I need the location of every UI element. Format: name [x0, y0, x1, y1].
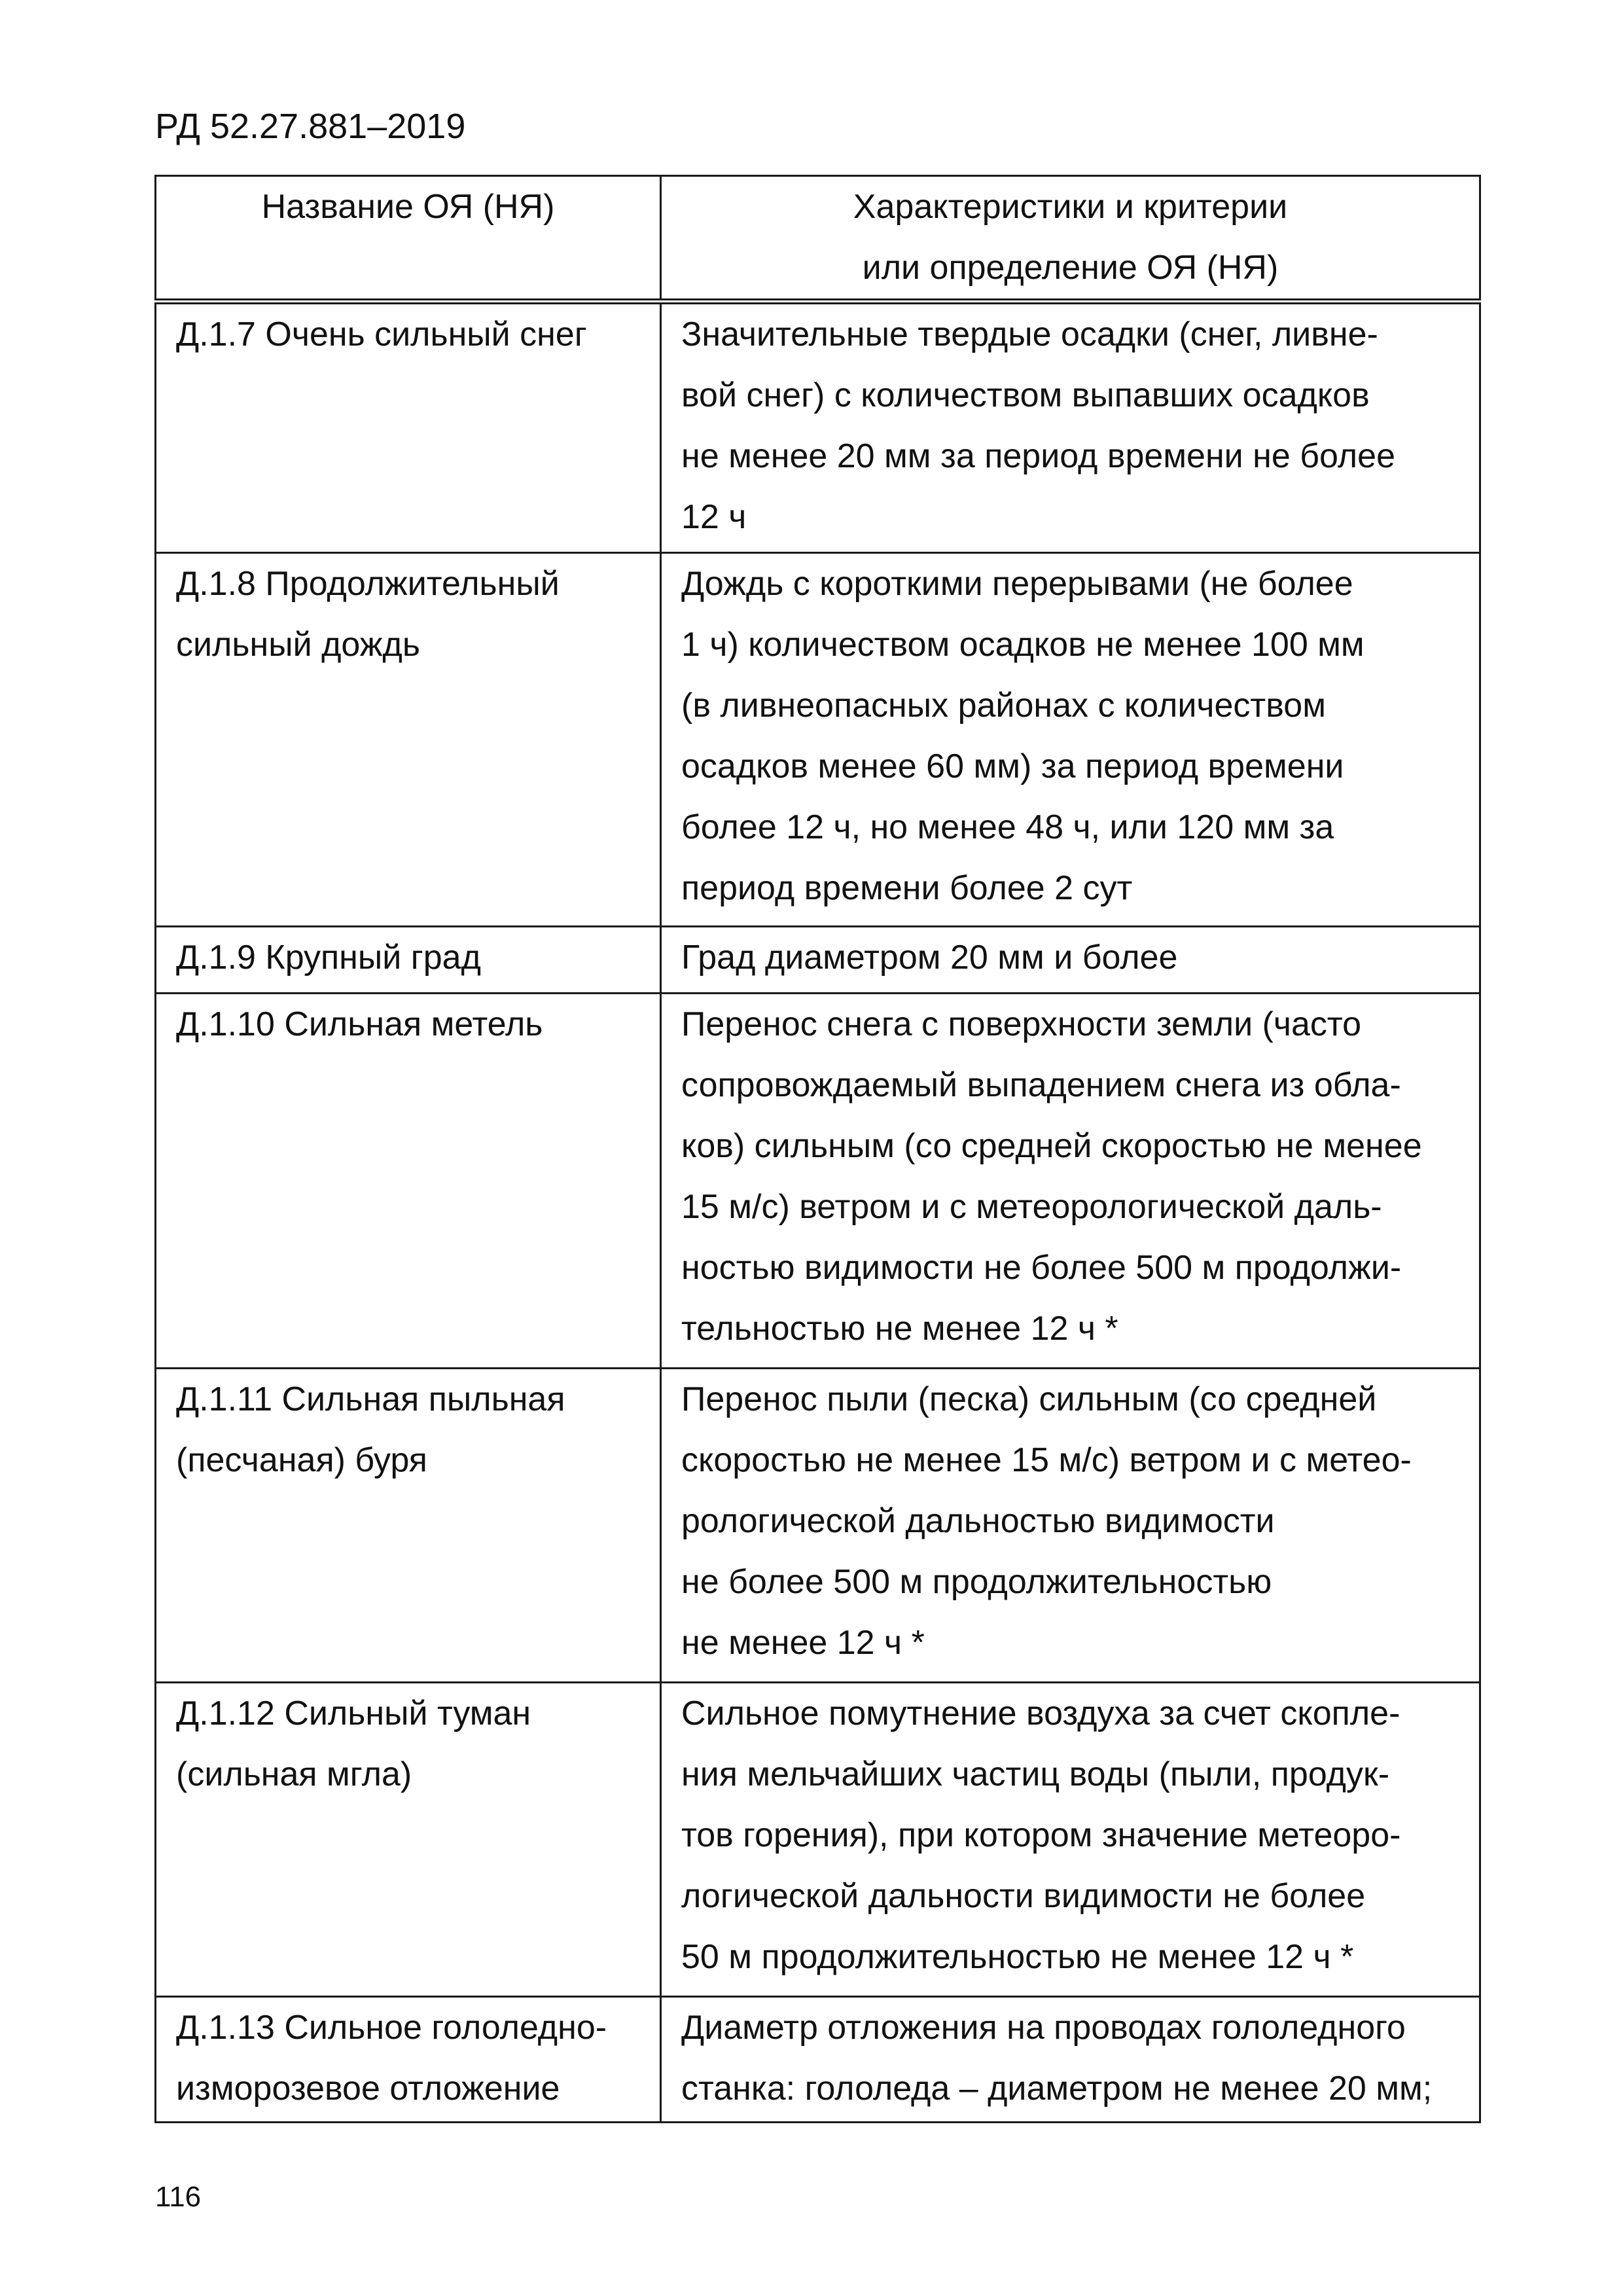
row-description-cell	[661, 927, 1480, 994]
row-name: Д.1.10 Сильная метель	[176, 1005, 543, 1043]
row-description: Диаметр отложения на проводах гололедного станка: гололеда – диаметром не менее 20 мм;	[681, 2009, 1433, 2108]
table-row	[156, 994, 1480, 1369]
row-description-cell	[661, 553, 1480, 927]
row-description-cell	[661, 1369, 1480, 1683]
row-description-cell	[661, 1683, 1480, 1997]
row-description: Дождь с короткими перерывами (не более 1 ч) количеством осадков не менее 100 мм (в ливнеопасных районах с количеством осадков менее 60 мм) за период времени более 12 ч, но менее 48 ч, или 120 мм за период времени более 2 сут	[681, 565, 1364, 907]
table-row	[156, 302, 1480, 553]
table-row	[156, 927, 1480, 994]
row-description: Перенос снега с поверхности земли (часто сопровождаемый выпадением снега из обла- ков) сильным (со средней скоростью не менее 15 м/с) ветром и с метеорологической даль- ностью видимости не более 500 м продолжи- тельностью не менее 12 ч *	[681, 1005, 1422, 1348]
phenomena-table-container	[154, 175, 1479, 2123]
row-description: Перенос пыли (песка) сильным (со средней скоростью не менее 15 м/с) ветром и с метео- рологической дальностью видимости не более 500 м продолжительностью не менее 12 ч *	[681, 1380, 1412, 1662]
header-description	[661, 176, 1480, 302]
row-name: Д.1.9 Крупный град	[176, 939, 481, 977]
row-name: Д.1.12 Сильный туман (сильная мгла)	[176, 1695, 531, 1793]
header-name-text: Название ОЯ (НЯ)	[261, 188, 555, 226]
table-row	[156, 1369, 1480, 1683]
page-number: 116	[155, 2181, 202, 2213]
row-description: Значительные твердые осадки (снег, ливне- вой снег) с количеством выпавших осадков не менее 20 мм за период времени не более 12 ч	[681, 315, 1395, 536]
header-name	[156, 176, 661, 302]
table-row	[156, 1683, 1480, 1997]
row-name-cell	[156, 927, 661, 994]
row-name-cell	[156, 1683, 661, 1997]
document-code: РД 52.27.881–2019	[155, 107, 466, 146]
table-row	[156, 1997, 1480, 2123]
header-description-text: Характеристики и критерии или определение ОЯ (НЯ)	[853, 188, 1288, 287]
table-row	[156, 553, 1480, 927]
row-description-cell	[661, 302, 1480, 553]
row-name-cell	[156, 553, 661, 927]
row-description: Град диаметром 20 мм и более	[681, 939, 1178, 977]
row-name: Д.1.11 Сильная пыльная (песчаная) буря	[176, 1380, 565, 1479]
row-name: Д.1.8 Продолжительный сильный дождь	[176, 565, 560, 664]
row-name: Д.1.7 Очень сильный снег	[176, 315, 587, 353]
row-description-cell	[661, 1997, 1480, 2123]
table-header-row	[156, 176, 1480, 302]
row-name-cell	[156, 1369, 661, 1683]
row-name-cell	[156, 302, 661, 553]
row-name-cell	[156, 1997, 661, 2123]
phenomena-table	[154, 175, 1481, 2123]
row-name-cell	[156, 994, 661, 1369]
row-description-cell	[661, 994, 1480, 1369]
row-description: Сильное помутнение воздуха за счет скопле- ния мельчайших частиц воды (пыли, продук- тов горения), при котором значение метеоро- логической дальности видимости не более 50 м продолжительностью не менее 12 ч *	[681, 1695, 1401, 1976]
row-name: Д.1.13 Сильное гололедно- изморозевое отложение	[176, 2009, 607, 2108]
